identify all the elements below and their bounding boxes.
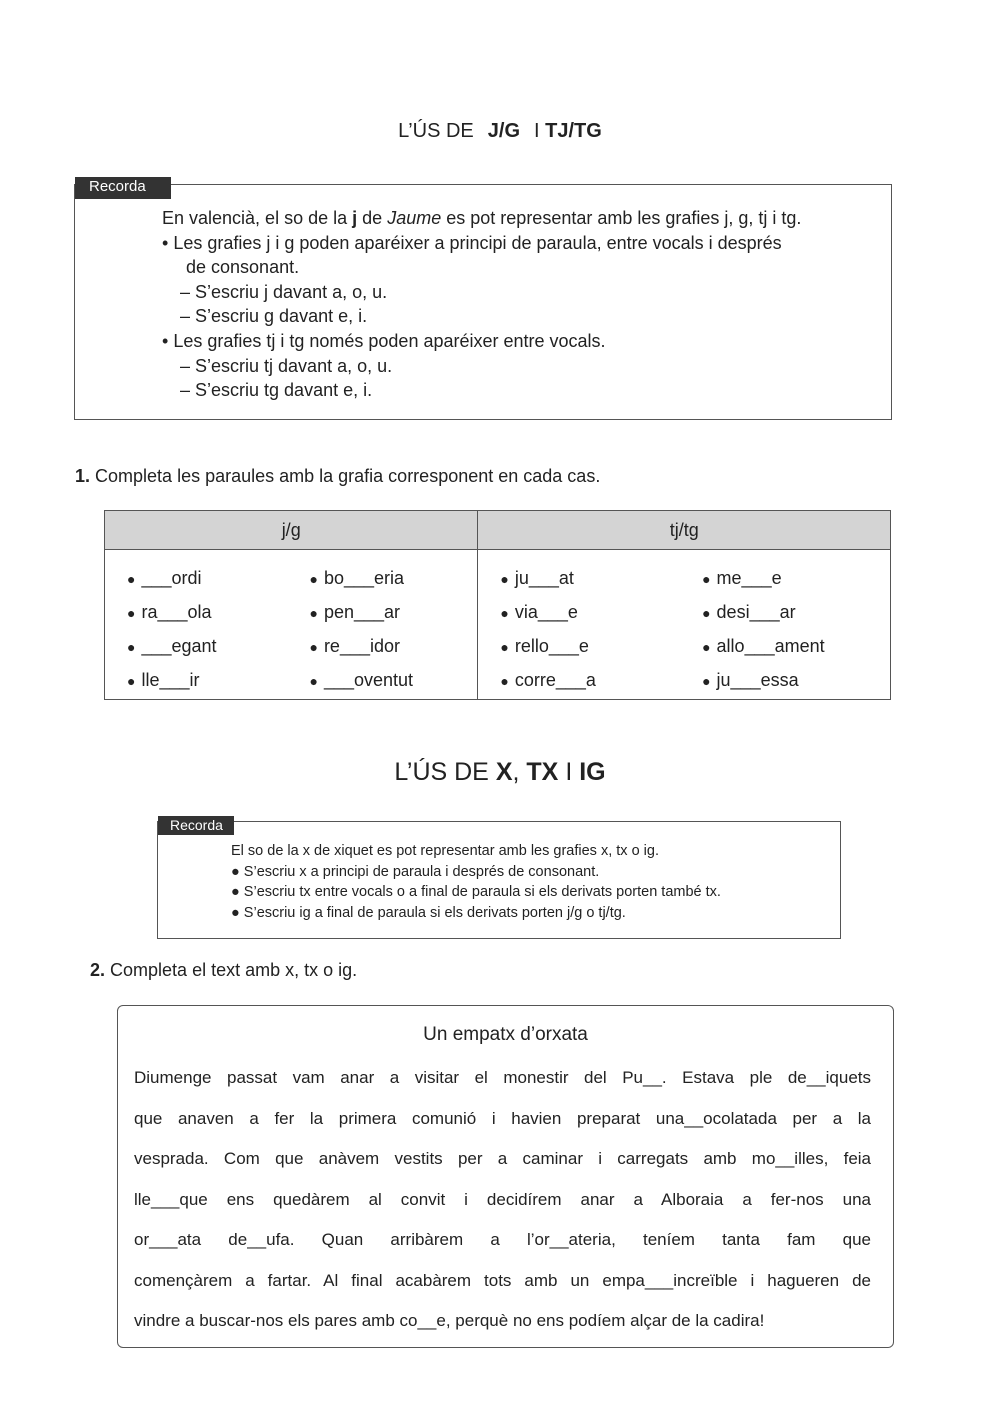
intro-jaume: Jaume (387, 208, 442, 228)
word-item[interactable]: ● rello___e (500, 636, 589, 656)
dash-1-text: S’escriu j davant a, o, u. (195, 281, 388, 302)
recorda-1-dash-4: – S’escriu tg davant e, i. (180, 380, 373, 401)
word-item[interactable]: ● ju___essa (702, 670, 799, 690)
recorda-2-line-2: S’escriu x a principi de paraula i després de consonant. (243, 863, 600, 880)
jg-column-2 (287, 563, 469, 699)
word-item[interactable]: ● ju___at (500, 568, 574, 588)
recorda-1-bullet-2: • Les grafies tj i tg només poden aparéixer entre vocals. (162, 330, 606, 351)
recorda-1-intro (162, 206, 801, 231)
intro-j: j (352, 208, 358, 228)
word-item[interactable]: ● bo___eria (309, 568, 405, 588)
cell-tjtg (478, 550, 891, 700)
story-line[interactable]: que anaven a fer la primera comunió i havien preparat una__ocolatada per a la (134, 1108, 871, 1128)
word-item[interactable]: ● lle___ir (127, 670, 200, 690)
intro-de: de (362, 208, 383, 228)
story-line[interactable]: or___ata de__ufa. Quan arribàrem a l’or__ateria, teníem tanta fam que (134, 1230, 871, 1249)
story-line[interactable]: Diumenge passat vam anar a visitar el monestir del Pu__. Estava ple de__iquets (134, 1068, 871, 1087)
story-line[interactable]: començàrem a fartar. Al final acabàrem tots amb un empa___increïble i hagueren de (134, 1270, 871, 1290)
recorda-1-dash-3: – S’escriu tj davant a, o, u. (180, 355, 393, 376)
recorda-2-line-3: S’escriu tx entre vocals o a final de paraula si els derivats porten també tx. (243, 884, 721, 900)
recorda-2-line-1: El so de la x de xiquet es pot representar amb les grafies x, tx o ig. (231, 843, 659, 859)
word-item[interactable]: ● me___e (702, 568, 782, 588)
title-prefix: L’ÚS DE (398, 120, 474, 142)
word-item[interactable]: ● desi___ar (702, 602, 796, 622)
jg-column-1 (105, 563, 287, 699)
intro-text-a: En valencià, el so de la (162, 208, 348, 228)
recorda-2-line-4: S’escriu ig a final de paraula si els derivats porten j/g o tj/tg. (243, 904, 626, 921)
recorda-2-bullet-3: ● S’escriu ig a final de paraula si els derivats porten j/g o tj/tg. (231, 904, 626, 921)
bullet-1-text: Les grafies j i g poden aparéixer a principi de paraula, entre vocals i després (173, 232, 782, 253)
word-item[interactable]: ● allo___ament (702, 636, 825, 656)
word-item[interactable]: ● re___idor (309, 636, 400, 656)
word-item[interactable]: ● ___ordi (127, 568, 202, 588)
exercise-1-text: Completa les paraules amb la grafia corresponent en cada cas. (95, 466, 601, 486)
story-text (134, 1058, 871, 1342)
title2-bold-tx: TX (526, 758, 559, 786)
exercise-2-text: Completa el text amb x, tx o ig. (110, 960, 358, 980)
bullet-1-continuation: de consonant. (186, 257, 300, 278)
title-bold-tjtg: TJ/TG (545, 120, 602, 142)
story-line[interactable]: lle___que ens quedàrem al convit i decidírem anar a Alboraia a fer-nos una (134, 1189, 871, 1209)
intro-rest: es pot representar amb les grafies j, g, tj i tg. (446, 208, 802, 228)
exercise-1-prompt (75, 466, 600, 487)
title-mid: I (534, 120, 540, 142)
recorda-tag-1: Recorda (75, 177, 171, 199)
exercise-1-table (104, 510, 891, 700)
exercise-1-number: 1. (75, 466, 91, 486)
title2-bold-ig: IG (579, 758, 606, 786)
header-tjtg: tj/tg (478, 511, 891, 550)
story-title: Un empatx d’orxata (423, 1024, 588, 1045)
section-title-jg (0, 120, 1000, 143)
story-line[interactable]: vindre a buscar-nos els pares amb co__e, perquè no ens podíem alçar de la cadira! (134, 1311, 765, 1330)
title-bold-jg: J/G (487, 120, 521, 142)
word-item[interactable]: ● pen___ar (309, 602, 401, 622)
recorda-2-bullet-2: ● S’escriu tx entre vocals o a final de paraula si els derivats porten també tx. (231, 884, 721, 900)
word-item[interactable]: ● ra___ola (127, 602, 212, 622)
title2-mid: I (565, 758, 573, 786)
header-jg: j/g (105, 511, 478, 550)
word-item[interactable]: ● corre___a (500, 670, 596, 690)
dash-2-text: S’escriu g davant e, i. (195, 306, 368, 327)
title2-prefix: L’ÚS DE (394, 758, 489, 786)
dash-4-text: S’escriu tg davant e, i. (195, 380, 373, 401)
section-title-x (0, 758, 1000, 787)
word-item[interactable]: ● via___e (500, 602, 578, 622)
title2-comma: , (512, 758, 520, 786)
recorda-2-bullet-1: ● S’escriu x a principi de paraula i després de consonant. (231, 863, 600, 880)
bullet-2-text: Les grafies tj i tg només poden aparéixer entre vocals. (173, 330, 606, 351)
recorda-tag-2: Recorda (158, 816, 234, 835)
exercise-2-prompt (90, 960, 357, 981)
exercise-2-number: 2. (90, 960, 106, 980)
word-item[interactable]: ● ___egant (127, 636, 217, 656)
tjtg-column-1 (478, 563, 680, 699)
recorda-1-dash-2: – S’escriu g davant e, i. (180, 306, 368, 327)
recorda-2-content (231, 841, 721, 923)
tjtg-column-2 (680, 563, 882, 699)
cell-jg (105, 550, 478, 700)
recorda-1-content (162, 206, 801, 403)
recorda-1-dash-1: – S’escriu j davant a, o, u. (180, 281, 388, 302)
recorda-1-bullet-1: • Les grafies j i g poden aparéixer a principi de paraula, entre vocals i després (162, 232, 782, 253)
story-line[interactable]: vesprada. Com que anàvem vestits per a caminar i carregats amb mo__illes, feia (134, 1149, 871, 1168)
dash-3-text: S’escriu tj davant a, o, u. (195, 355, 393, 376)
title2-bold-x: X (495, 758, 513, 786)
word-item[interactable]: ● ___oventut (309, 670, 414, 690)
